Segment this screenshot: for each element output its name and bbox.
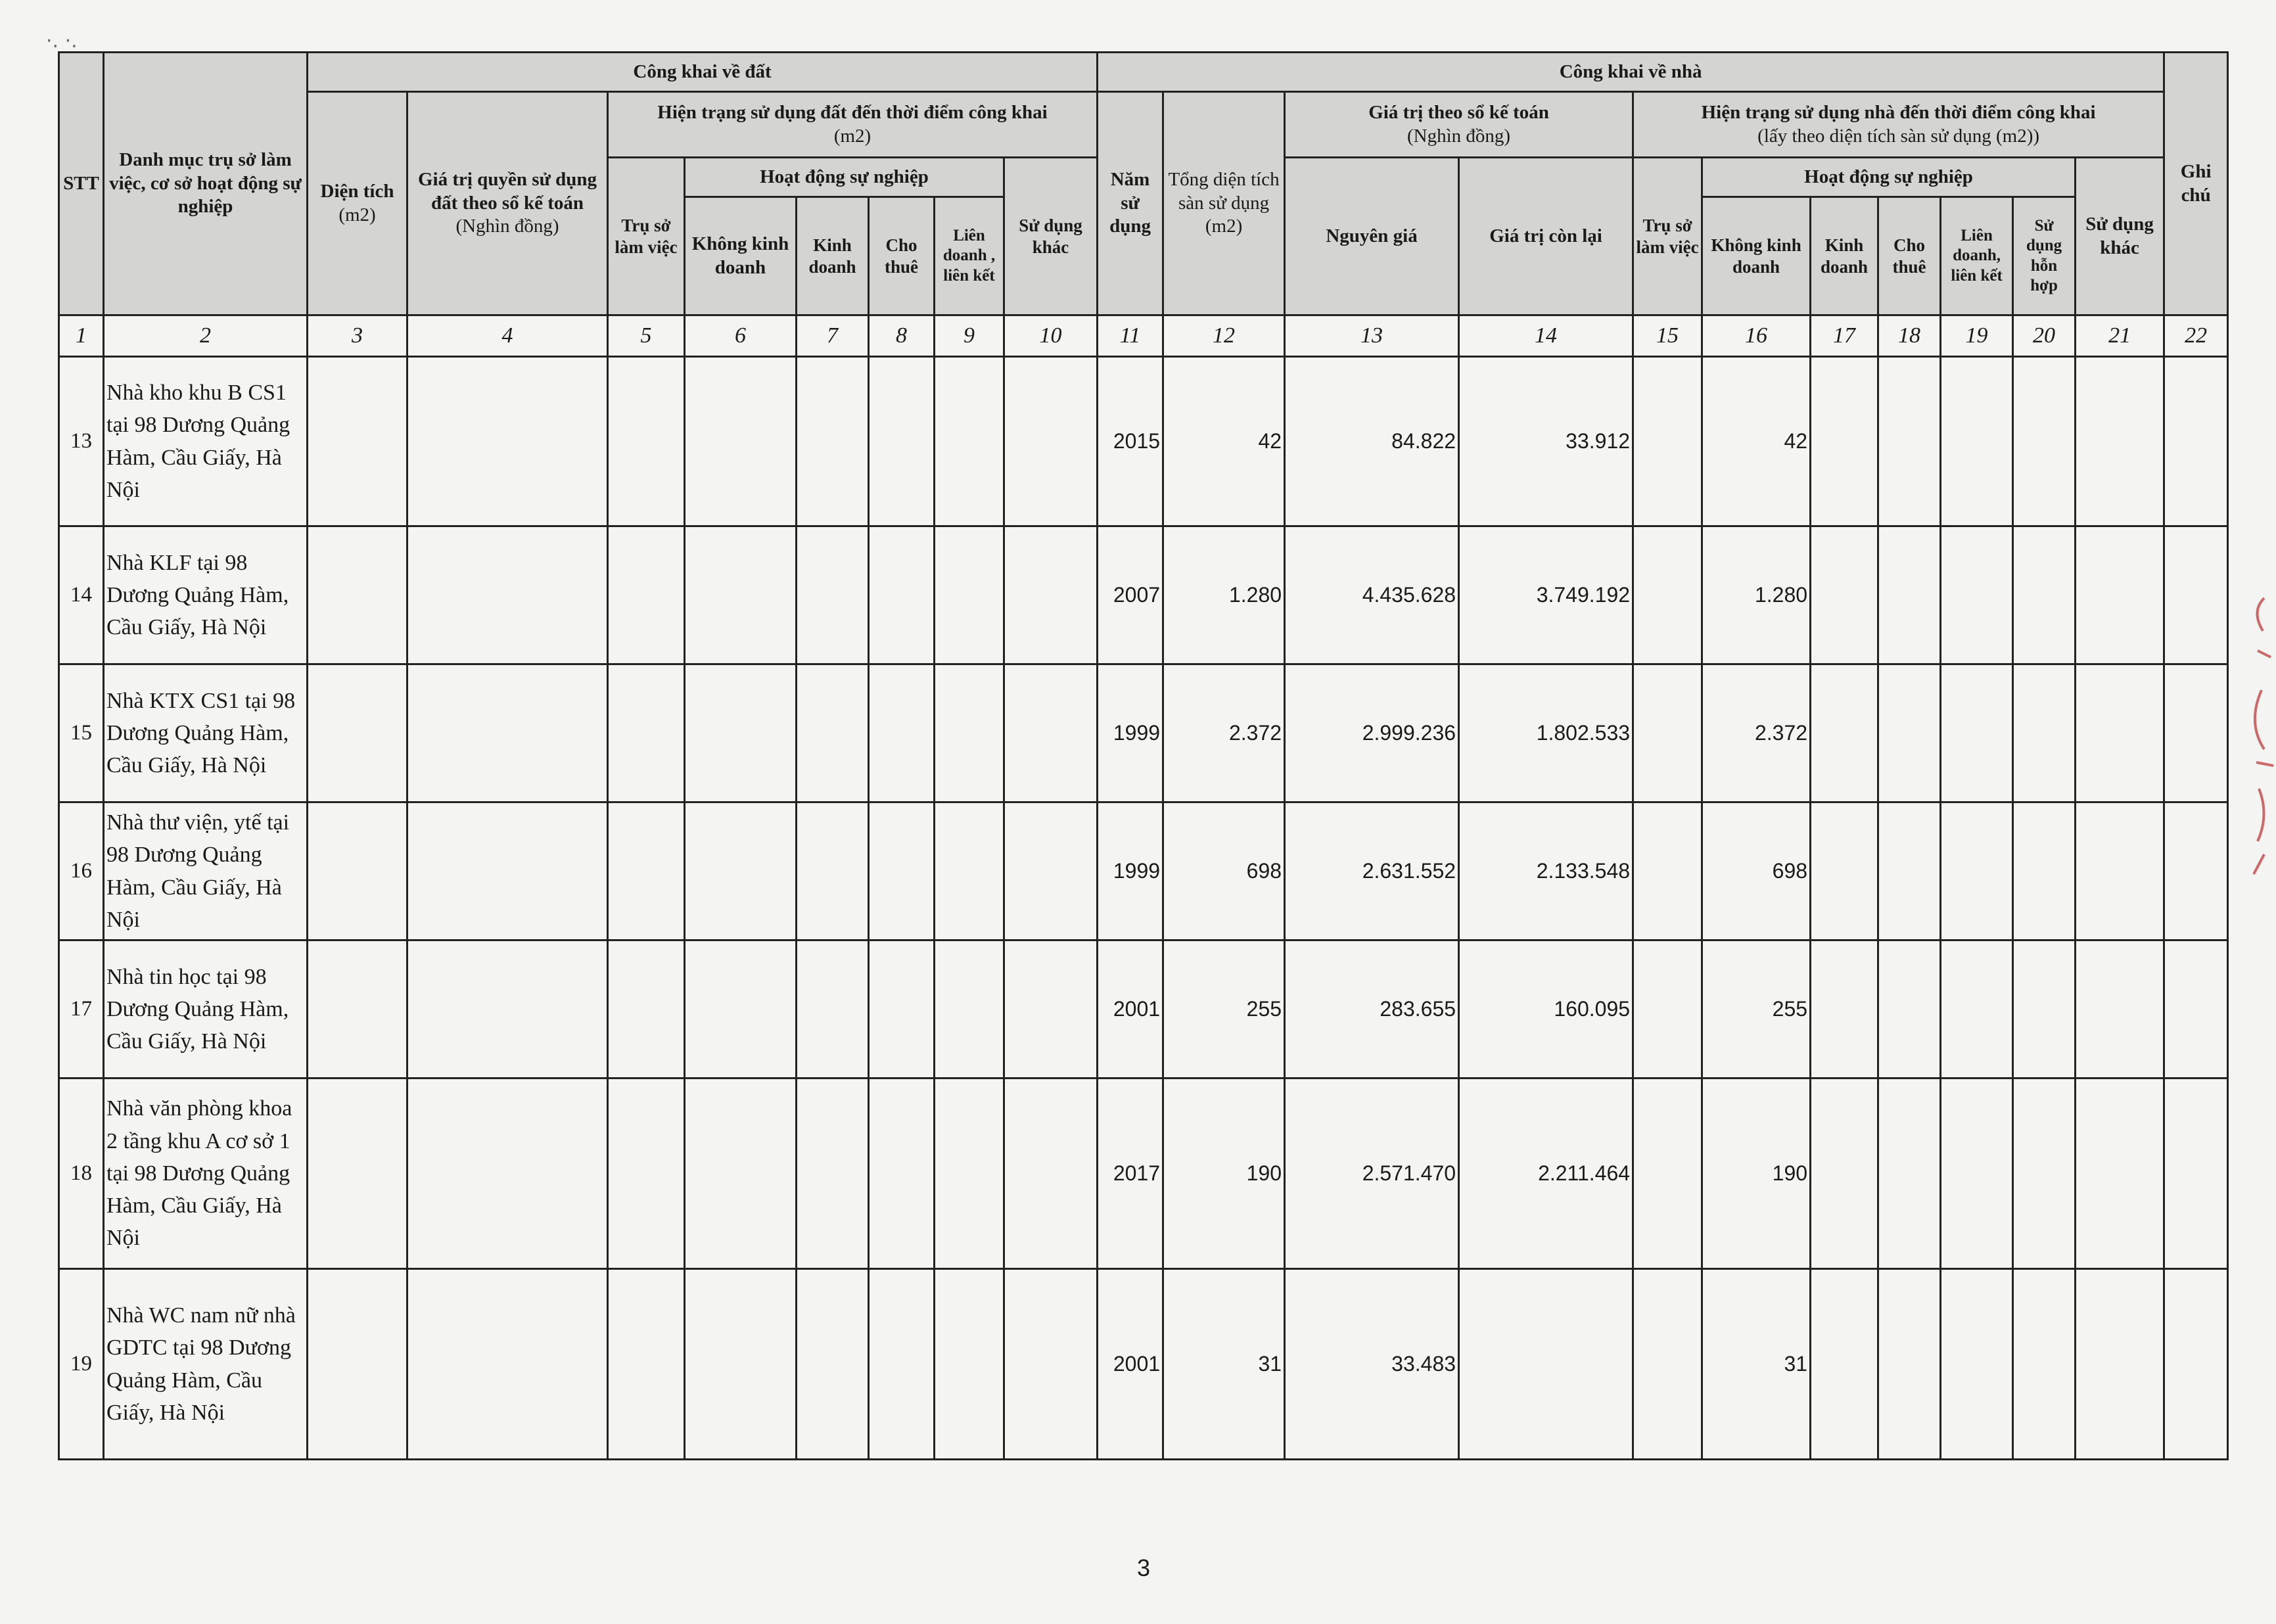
asset-disclosure-table bbox=[58, 51, 2229, 1460]
row-tong-dien-tich: 42 bbox=[1163, 357, 1285, 526]
empty-cell bbox=[407, 1079, 608, 1269]
empty-cell bbox=[1633, 526, 1702, 664]
header-tru-so-nha: Trụ sở làm việc bbox=[1633, 158, 1702, 315]
empty-cell bbox=[407, 1269, 608, 1460]
header-nam-su-dung: Năm sử dụng bbox=[1098, 92, 1163, 315]
column-number: 17 bbox=[1811, 315, 1878, 357]
header-lien-doanh-dat: Liên doanh , liên kết bbox=[935, 197, 1004, 315]
empty-cell bbox=[1941, 1079, 2013, 1269]
header-hien-trang-dat bbox=[608, 92, 1098, 158]
scan-speck: ·. ·. bbox=[46, 30, 78, 53]
column-number: 14 bbox=[1459, 315, 1633, 357]
empty-cell bbox=[797, 802, 869, 940]
empty-cell bbox=[1941, 940, 2013, 1079]
row-stt: 17 bbox=[59, 940, 104, 1079]
empty-cell bbox=[935, 526, 1004, 664]
empty-cell bbox=[1941, 1269, 2013, 1460]
empty-cell bbox=[1941, 802, 2013, 940]
empty-cell bbox=[1811, 802, 1878, 940]
row-gia-tri-con-lai: 3.749.192 bbox=[1459, 526, 1633, 664]
header-tru-so-dat: Trụ sở làm việc bbox=[608, 158, 685, 315]
table-row bbox=[59, 357, 2228, 526]
row-name: Nhà KTX CS1 tại 98 Dương Quảng Hàm, Cầu Giấy, Hà Nội bbox=[104, 664, 308, 802]
empty-cell bbox=[1633, 940, 1702, 1079]
empty-cell bbox=[1878, 526, 1941, 664]
row-nguyen-gia: 2.999.236 bbox=[1285, 664, 1459, 802]
empty-cell bbox=[869, 940, 935, 1079]
column-number: 6 bbox=[685, 315, 797, 357]
empty-cell bbox=[1878, 940, 1941, 1079]
row-tong-dien-tich: 2.372 bbox=[1163, 664, 1285, 802]
empty-cell bbox=[1004, 802, 1098, 940]
empty-cell bbox=[1633, 1269, 1702, 1460]
row-name: Nhà tin học tại 98 Dương Quảng Hàm, Cầu Giấy, Hà Nội bbox=[104, 940, 308, 1079]
empty-cell bbox=[308, 940, 407, 1079]
hien-trang-dat-label: Hiện trạng sử dụng đất đến thời điểm công khai bbox=[657, 102, 1048, 124]
empty-cell bbox=[2164, 664, 2228, 802]
empty-cell bbox=[685, 940, 797, 1079]
row-name: Nhà thư viện, ytế tại 98 Dương Quảng Hàm, Cầu Giấy, Hà Nội bbox=[104, 802, 308, 940]
tong-dien-tich-label: Tổng diện tích sàn sử dụng bbox=[1168, 169, 1280, 214]
empty-cell bbox=[685, 664, 797, 802]
empty-cell bbox=[608, 526, 685, 664]
header-dien-tich bbox=[308, 92, 407, 315]
header-stt: STT bbox=[59, 53, 104, 315]
table-row bbox=[59, 1079, 2228, 1269]
header-hoat-dong-nha: Hoạt động sự nghiệp bbox=[1702, 158, 2076, 197]
empty-cell bbox=[935, 664, 1004, 802]
empty-cell bbox=[1878, 1079, 1941, 1269]
empty-cell bbox=[407, 802, 608, 940]
empty-cell bbox=[1878, 357, 1941, 526]
empty-cell bbox=[797, 1079, 869, 1269]
empty-cell bbox=[1811, 357, 1878, 526]
row-khong-kinh-doanh: 255 bbox=[1702, 940, 1811, 1079]
column-number: 22 bbox=[2164, 315, 2228, 357]
column-number: 8 bbox=[869, 315, 935, 357]
column-number: 16 bbox=[1702, 315, 1811, 357]
empty-cell bbox=[797, 940, 869, 1079]
empty-cell bbox=[797, 1269, 869, 1460]
row-name: Nhà kho khu B CS1 tại 98 Dương Quảng Hàm, Cầu Giấy, Hà Nội bbox=[104, 357, 308, 526]
empty-cell bbox=[935, 1079, 1004, 1269]
row-khong-kinh-doanh: 42 bbox=[1702, 357, 1811, 526]
row-nguyen-gia: 84.822 bbox=[1285, 357, 1459, 526]
row-tong-dien-tich: 255 bbox=[1163, 940, 1285, 1079]
header-kinh-doanh-nha: Kinh doanh bbox=[1811, 197, 1878, 315]
header-su-dung-khac-nha: Sử dụng khác bbox=[2076, 158, 2164, 315]
row-tong-dien-tich: 31 bbox=[1163, 1269, 1285, 1460]
row-khong-kinh-doanh: 698 bbox=[1702, 802, 1811, 940]
gia-tri-ke-toan-label: Giá trị theo sổ kế toán bbox=[1368, 102, 1549, 124]
column-number: 4 bbox=[407, 315, 608, 357]
empty-cell bbox=[1004, 1079, 1098, 1269]
header-ghi-chu: Ghi chú bbox=[2164, 53, 2228, 315]
row-name: Nhà KLF tại 98 Dương Quảng Hàm, Cầu Giấy, Hà Nội bbox=[104, 526, 308, 664]
row-khong-kinh-doanh: 190 bbox=[1702, 1079, 1811, 1269]
column-number: 1 bbox=[59, 315, 104, 357]
row-gia-tri-con-lai: 160.095 bbox=[1459, 940, 1633, 1079]
row-gia-tri-con-lai: 2.211.464 bbox=[1459, 1079, 1633, 1269]
empty-cell bbox=[2013, 802, 2076, 940]
row-stt: 15 bbox=[59, 664, 104, 802]
hien-trang-nha-sub: (lấy theo diện tích sàn sử dụng (m2)) bbox=[1757, 125, 2040, 147]
empty-cell bbox=[1878, 1269, 1941, 1460]
row-tong-dien-tich: 1.280 bbox=[1163, 526, 1285, 664]
gia-tri-qsd-label: Giá trị quyền sử dụng đất theo sổ kế toán bbox=[417, 169, 597, 214]
empty-cell bbox=[2076, 664, 2164, 802]
empty-cell bbox=[2013, 940, 2076, 1079]
header-cong-khai-nha: Công khai về nhà bbox=[1098, 53, 2164, 92]
empty-cell bbox=[869, 1079, 935, 1269]
row-gia-tri-con-lai: 33.912 bbox=[1459, 357, 1633, 526]
gia-tri-qsd-unit: (Nghìn đồng) bbox=[455, 216, 559, 237]
empty-cell bbox=[1004, 664, 1098, 802]
column-number: 13 bbox=[1285, 315, 1459, 357]
empty-cell bbox=[2013, 664, 2076, 802]
table-row bbox=[59, 664, 2228, 802]
empty-cell bbox=[1633, 1079, 1702, 1269]
row-stt: 16 bbox=[59, 802, 104, 940]
empty-cell bbox=[1633, 357, 1702, 526]
row-nam-su-dung: 2015 bbox=[1098, 357, 1163, 526]
column-number: 12 bbox=[1163, 315, 1285, 357]
empty-cell bbox=[797, 526, 869, 664]
empty-cell bbox=[935, 940, 1004, 1079]
empty-cell bbox=[869, 526, 935, 664]
column-number: 11 bbox=[1098, 315, 1163, 357]
empty-cell bbox=[2164, 357, 2228, 526]
header-kinh-doanh-dat: Kinh doanh bbox=[797, 197, 869, 315]
row-nam-su-dung: 1999 bbox=[1098, 802, 1163, 940]
empty-cell bbox=[1941, 664, 2013, 802]
empty-cell bbox=[935, 357, 1004, 526]
empty-cell bbox=[1004, 357, 1098, 526]
header-gia-tri-qsd bbox=[407, 92, 608, 315]
column-number: 9 bbox=[935, 315, 1004, 357]
empty-cell bbox=[2164, 526, 2228, 664]
empty-cell bbox=[2013, 526, 2076, 664]
header-cong-khai-dat: Công khai về đất bbox=[308, 53, 1098, 92]
row-nam-su-dung: 1999 bbox=[1098, 664, 1163, 802]
column-number: 18 bbox=[1878, 315, 1941, 357]
row-khong-kinh-doanh: 1.280 bbox=[1702, 526, 1811, 664]
empty-cell bbox=[407, 357, 608, 526]
empty-cell bbox=[1811, 664, 1878, 802]
empty-cell bbox=[2164, 802, 2228, 940]
empty-cell bbox=[2076, 357, 2164, 526]
empty-cell bbox=[407, 664, 608, 802]
empty-cell bbox=[1004, 526, 1098, 664]
table-row bbox=[59, 802, 2228, 940]
row-gia-tri-con-lai bbox=[1459, 1269, 1633, 1460]
empty-cell bbox=[1941, 357, 2013, 526]
row-stt: 19 bbox=[59, 1269, 104, 1460]
column-number: 7 bbox=[797, 315, 869, 357]
column-number: 20 bbox=[2013, 315, 2076, 357]
empty-cell bbox=[1811, 526, 1878, 664]
header-hoat-dong-dat: Hoạt động sự nghiệp bbox=[685, 158, 1004, 197]
empty-cell bbox=[2076, 802, 2164, 940]
header-nguyen-gia: Nguyên giá bbox=[1285, 158, 1459, 315]
header-cho-thue-nha: Cho thuê bbox=[1878, 197, 1941, 315]
header-gia-tri-con-lai: Giá trị còn lại bbox=[1459, 158, 1633, 315]
red-stamp-mark bbox=[2244, 592, 2276, 881]
empty-cell bbox=[1633, 802, 1702, 940]
empty-cell bbox=[308, 357, 407, 526]
row-nguyen-gia: 2.631.552 bbox=[1285, 802, 1459, 940]
column-number: 21 bbox=[2076, 315, 2164, 357]
empty-cell bbox=[308, 802, 407, 940]
empty-cell bbox=[1004, 1269, 1098, 1460]
header-danh-muc: Danh mục trụ sở làm việc, cơ sở hoạt động sự nghiệp bbox=[104, 53, 308, 315]
empty-cell bbox=[685, 802, 797, 940]
empty-cell bbox=[407, 526, 608, 664]
dien-tich-label: Diện tích bbox=[320, 181, 394, 202]
empty-cell bbox=[2013, 357, 2076, 526]
row-nguyen-gia: 4.435.628 bbox=[1285, 526, 1459, 664]
row-tong-dien-tich: 190 bbox=[1163, 1079, 1285, 1269]
row-stt: 18 bbox=[59, 1079, 104, 1269]
header-cho-thue-dat: Cho thuê bbox=[869, 197, 935, 315]
table-row bbox=[59, 940, 2228, 1079]
header-su-dung-khac-dat: Sử dụng khác bbox=[1004, 158, 1098, 315]
header-su-dung-hon-hop: Sử dụng hỗn hợp bbox=[2013, 197, 2076, 315]
row-nguyen-gia: 283.655 bbox=[1285, 940, 1459, 1079]
empty-cell bbox=[308, 526, 407, 664]
table-row bbox=[59, 526, 2228, 664]
column-number: 10 bbox=[1004, 315, 1098, 357]
hien-trang-nha-label: Hiện trạng sử dụng nhà đến thời điểm công khai bbox=[1701, 102, 2096, 124]
row-tong-dien-tich: 698 bbox=[1163, 802, 1285, 940]
row-nam-su-dung: 2001 bbox=[1098, 940, 1163, 1079]
row-name: Nhà WC nam nữ nhà GDTC tại 98 Dương Quảng Hàm, Cầu Giấy, Hà Nội bbox=[104, 1269, 308, 1460]
row-nam-su-dung: 2007 bbox=[1098, 526, 1163, 664]
empty-cell bbox=[2013, 1269, 2076, 1460]
empty-cell bbox=[869, 802, 935, 940]
row-gia-tri-con-lai: 2.133.548 bbox=[1459, 802, 1633, 940]
empty-cell bbox=[308, 664, 407, 802]
column-number: 19 bbox=[1941, 315, 2013, 357]
empty-cell bbox=[797, 664, 869, 802]
page-number: 3 bbox=[1136, 1554, 1151, 1581]
header-lien-doanh-nha: Liên doanh, liên kết bbox=[1941, 197, 2013, 315]
empty-cell bbox=[2164, 1269, 2228, 1460]
empty-cell bbox=[2164, 940, 2228, 1079]
row-nguyen-gia: 2.571.470 bbox=[1285, 1079, 1459, 1269]
row-khong-kinh-doanh: 2.372 bbox=[1702, 664, 1811, 802]
row-gia-tri-con-lai: 1.802.533 bbox=[1459, 664, 1633, 802]
tong-dien-tich-unit: (m2) bbox=[1205, 216, 1243, 237]
empty-cell bbox=[935, 802, 1004, 940]
header-hien-trang-nha bbox=[1633, 92, 2164, 158]
empty-cell bbox=[797, 357, 869, 526]
row-nam-su-dung: 2017 bbox=[1098, 1079, 1163, 1269]
column-number: 5 bbox=[608, 315, 685, 357]
table-row bbox=[59, 1269, 2228, 1460]
dien-tich-unit: (m2) bbox=[338, 204, 376, 225]
empty-cell bbox=[1878, 664, 1941, 802]
empty-cell bbox=[608, 940, 685, 1079]
empty-cell bbox=[935, 1269, 1004, 1460]
header-gia-tri-ke-toan bbox=[1285, 92, 1633, 158]
empty-cell bbox=[608, 802, 685, 940]
column-number-row bbox=[59, 315, 2228, 357]
row-nguyen-gia: 33.483 bbox=[1285, 1269, 1459, 1460]
header-tong-dien-tich bbox=[1163, 92, 1285, 315]
row-khong-kinh-doanh: 31 bbox=[1702, 1269, 1811, 1460]
hien-trang-dat-unit: (m2) bbox=[833, 125, 871, 147]
empty-cell bbox=[407, 940, 608, 1079]
empty-cell bbox=[2164, 1079, 2228, 1269]
gia-tri-ke-toan-unit: (Nghìn đồng) bbox=[1407, 125, 1511, 147]
column-number: 2 bbox=[104, 315, 308, 357]
empty-cell bbox=[2013, 1079, 2076, 1269]
empty-cell bbox=[1633, 664, 1702, 802]
empty-cell bbox=[608, 664, 685, 802]
row-stt: 13 bbox=[59, 357, 104, 526]
empty-cell bbox=[1004, 940, 1098, 1079]
empty-cell bbox=[685, 1269, 797, 1460]
empty-cell bbox=[2076, 1269, 2164, 1460]
row-name: Nhà văn phòng khoa 2 tầng khu A cơ sở 1 tại 98 Dương Quảng Hàm, Cầu Giấy, Hà Nội bbox=[104, 1079, 308, 1269]
header-khong-kinh-doanh-nha: Không kinh doanh bbox=[1702, 197, 1811, 315]
empty-cell bbox=[1878, 802, 1941, 940]
empty-cell bbox=[1811, 1269, 1878, 1460]
empty-cell bbox=[1811, 940, 1878, 1079]
empty-cell bbox=[685, 526, 797, 664]
row-nam-su-dung: 2001 bbox=[1098, 1269, 1163, 1460]
empty-cell bbox=[308, 1079, 407, 1269]
empty-cell bbox=[2076, 940, 2164, 1079]
column-number: 15 bbox=[1633, 315, 1702, 357]
empty-cell bbox=[2076, 526, 2164, 664]
column-number: 3 bbox=[308, 315, 407, 357]
empty-cell bbox=[1941, 526, 2013, 664]
empty-cell bbox=[869, 357, 935, 526]
empty-cell bbox=[685, 1079, 797, 1269]
empty-cell bbox=[608, 357, 685, 526]
empty-cell bbox=[2076, 1079, 2164, 1269]
empty-cell bbox=[685, 357, 797, 526]
empty-cell bbox=[608, 1269, 685, 1460]
empty-cell bbox=[869, 1269, 935, 1460]
row-stt: 14 bbox=[59, 526, 104, 664]
empty-cell bbox=[1811, 1079, 1878, 1269]
empty-cell bbox=[869, 664, 935, 802]
empty-cell bbox=[608, 1079, 685, 1269]
empty-cell bbox=[308, 1269, 407, 1460]
header-khong-kinh-doanh-dat: Không kinh doanh bbox=[685, 197, 797, 315]
